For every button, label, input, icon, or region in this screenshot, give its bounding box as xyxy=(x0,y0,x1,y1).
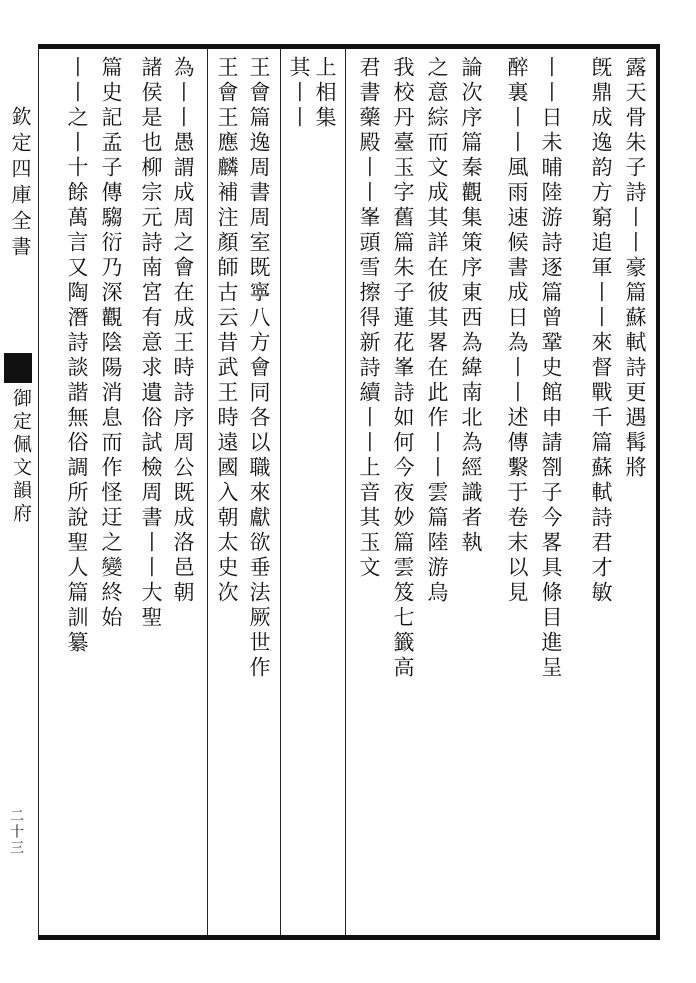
text-column-11: 王會篇逸周書周室既寧八方會同各以職來獻欲垂法厥世作 xyxy=(247,56,271,681)
top-border-rule xyxy=(38,44,660,49)
column-rule xyxy=(345,48,346,935)
folio-number: 二十三 xyxy=(8,808,24,856)
text-column-4: 醉裏丨丨風雨速候書成日為丨丨述傳繫于卷末以見 xyxy=(505,56,529,606)
text-column-7: 我校丹臺玉字舊篇朱子蓮花峯詩如何今夜妙篇雲笈七籤高 xyxy=(391,56,415,681)
text-column-9: 上相集 xyxy=(313,56,337,131)
right-border-rule xyxy=(656,44,660,940)
margin-strip xyxy=(0,48,36,935)
text-column-12: 王會王應麟補注顏師古云昔武王時遠國入朝太史次 xyxy=(215,56,239,606)
margin-title: 欽定四庫全書 xyxy=(8,106,32,262)
margin-book-title: 御定佩文韻府 xyxy=(10,388,32,526)
text-column-13: 為丨丨愚謂成周之會在成王時詩序周公既成洛邑朝 xyxy=(171,56,195,606)
text-column-1: 露天骨朱子詩丨丨豪篇蘇軾詩更遇髯將 xyxy=(623,56,647,481)
text-column-2: 旣鼎成逸韵方窮追軍丨丨來督戰千篇蘇軾詩君才敏 xyxy=(589,56,613,606)
text-column-15: 篇史記孟子傳騶衍乃深觀陰陽消息而作怪迂之變終始 xyxy=(99,56,123,631)
text-column-3: 丨丨日未晡陸游詩逐篇曾鞏史館申請劄子今畧具條目進呈 xyxy=(539,56,563,681)
text-column-16: 丨丨之丨十餘萬言又陶潛詩談諧無俗調所說聖人篇訓纂 xyxy=(65,56,89,656)
column-rule xyxy=(280,48,281,935)
text-column-14: 諸侯是也柳宗元詩南宮有意求遺俗試檢周書丨丨大聖 xyxy=(139,56,163,631)
text-column-5: 論次序篇秦觀集策序東西為緯南北為經識者執 xyxy=(459,56,483,556)
bottom-border-rule xyxy=(38,935,660,940)
text-column-10: 其丨丨 xyxy=(287,56,311,131)
text-column-6: 之意綜而文成其詳在彼其畧在此作丨丨雲篇陸游烏 xyxy=(425,56,449,606)
column-rule xyxy=(38,48,39,935)
black-fishtail-mark xyxy=(4,353,32,383)
text-column-8: 君書藥殿丨丨峯頭雪擦得新詩續丨丨上音其玉文 xyxy=(357,56,381,581)
column-rule xyxy=(207,48,208,935)
